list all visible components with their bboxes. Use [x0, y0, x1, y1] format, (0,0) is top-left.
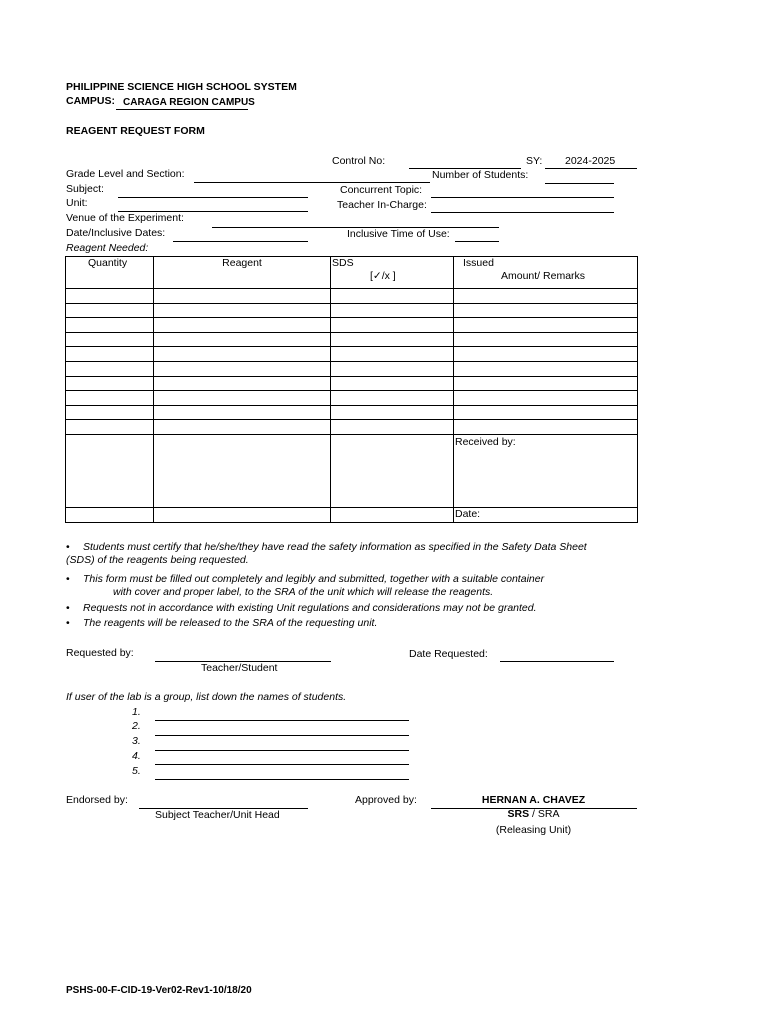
reagent-cell[interactable]: [154, 376, 331, 391]
note-line: with cover and proper label, to the SRA of the unit which will release the reagents.: [113, 585, 494, 598]
table-row-received: [66, 434, 638, 507]
table-row: [66, 405, 638, 420]
concurrent-topic-label: Concurrent Topic:: [340, 184, 423, 196]
quantity-cell[interactable]: [66, 347, 154, 362]
list-number-1: 1.: [132, 706, 141, 718]
sy-underline: [545, 168, 637, 169]
issued-cell[interactable]: [454, 361, 638, 376]
issued-cell[interactable]: [454, 347, 638, 362]
subject-teacher-label: Subject Teacher/Unit Head: [155, 809, 280, 821]
table-row: [66, 376, 638, 391]
list-number-3: 3.: [132, 735, 141, 747]
header-issued-label: Issued: [463, 257, 494, 269]
inclusive-time-label: Inclusive Time of Use:: [347, 228, 450, 240]
approver-name: HERNAN A. CHAVEZ: [481, 794, 586, 806]
endorsed-by-label: Endorsed by:: [66, 794, 128, 806]
quantity-cell[interactable]: [66, 376, 154, 391]
list-number-2: 2.: [132, 720, 141, 732]
reagent-cell[interactable]: [154, 361, 331, 376]
approved-by-label: Approved by:: [355, 794, 417, 806]
date-cell[interactable]: Date:: [454, 507, 638, 522]
sds-cell[interactable]: [331, 391, 454, 406]
sds-cell[interactable]: [331, 376, 454, 391]
table-row: [66, 391, 638, 406]
sds-cell[interactable]: [331, 405, 454, 420]
issued-cell[interactable]: [454, 376, 638, 391]
grade-level-field[interactable]: [194, 182, 430, 183]
quantity-cell[interactable]: [66, 318, 154, 333]
inclusive-time-field[interactable]: [455, 241, 499, 242]
reagent-cell[interactable]: [154, 289, 331, 304]
issued-cell[interactable]: [454, 289, 638, 304]
note-line: The reagents will be released to the SRA of the requesting unit.: [83, 617, 378, 629]
approver-role: [431, 808, 636, 820]
form-code: PSHS-00-F-CID-19-Ver02-Rev1-10/18/20: [66, 985, 252, 996]
issued-cell[interactable]: [454, 405, 638, 420]
student-name-field-4[interactable]: [155, 764, 409, 765]
note-line: This form must be filled out completely and legibly and submitted, together with a suitable container: [83, 573, 545, 585]
reagent-cell[interactable]: [154, 405, 331, 420]
group-note: If user of the lab is a group, list down the names of students.: [66, 691, 347, 703]
sds-cell[interactable]: [331, 507, 454, 522]
quantity-cell[interactable]: [66, 434, 154, 507]
num-students-label: Number of Students:: [432, 169, 529, 181]
campus-label: CAMPUS:: [66, 95, 115, 107]
sy-label: SY:: [526, 155, 543, 167]
reagent-cell[interactable]: [154, 507, 331, 522]
bullet-icon: •: [66, 617, 70, 629]
table-row: [66, 289, 638, 304]
sy-value: 2024-2025: [565, 155, 616, 167]
teacher-student-label: Teacher/Student: [201, 662, 278, 674]
date-inclusive-field[interactable]: [173, 241, 308, 242]
table-header-row: [66, 257, 638, 289]
approver-role-bold: SRS: [507, 808, 530, 820]
sds-cell[interactable]: [331, 361, 454, 376]
quantity-cell[interactable]: [66, 391, 154, 406]
date-requested-field[interactable]: [500, 661, 614, 662]
student-name-field-2[interactable]: [155, 735, 409, 736]
table-row: [66, 332, 638, 347]
issued-cell[interactable]: [454, 303, 638, 318]
quantity-cell[interactable]: [66, 507, 154, 522]
header-issued: [454, 257, 638, 289]
student-name-field-5[interactable]: [155, 779, 409, 780]
note-regulations: [66, 602, 537, 615]
requested-by-label: Requested by:: [66, 647, 134, 659]
header-sds-label: SDS: [332, 257, 354, 269]
bullet-icon: •: [66, 573, 70, 585]
header-reagent: Reagent: [154, 257, 331, 289]
subject-field[interactable]: [118, 197, 308, 198]
venue-label: Venue of the Experiment:: [66, 212, 184, 224]
table-row: [66, 303, 638, 318]
received-by-cell[interactable]: Received by:: [454, 434, 638, 507]
date-inclusive-label: Date/Inclusive Dates:: [66, 227, 166, 239]
header-sds: [331, 257, 454, 289]
quantity-cell[interactable]: [66, 405, 154, 420]
reagent-needed-label: Reagent Needed:: [66, 242, 149, 254]
sds-cell[interactable]: [331, 318, 454, 333]
table-row: [66, 420, 638, 435]
note-line: Students must certify that he/she/they have read the safety information as specified in the Safety Data Sheet: [83, 541, 587, 553]
note-sds: [66, 541, 587, 566]
reagent-cell[interactable]: [154, 303, 331, 318]
date-requested-label: Date Requested:: [409, 648, 488, 660]
concurrent-topic-field[interactable]: [431, 197, 614, 198]
note-line: Requests not in accordance with existing Unit regulations and considerations may not be granted.: [83, 602, 537, 614]
approver-role-rest: / SRA: [529, 808, 560, 820]
sds-cell[interactable]: [331, 332, 454, 347]
control-no-label: Control No:: [332, 155, 386, 167]
campus-value: CARAGA REGION CAMPUS: [123, 97, 255, 108]
sds-cell[interactable]: [331, 420, 454, 435]
quantity-cell[interactable]: [66, 332, 154, 347]
list-number-4: 4.: [132, 750, 141, 762]
header-quantity: Quantity: [66, 257, 154, 289]
releasing-unit-label: (Releasing Unit): [495, 824, 572, 836]
table-row: [66, 361, 638, 376]
reagent-cell[interactable]: [154, 391, 331, 406]
quantity-cell[interactable]: [66, 289, 154, 304]
quantity-cell[interactable]: [66, 420, 154, 435]
issued-cell[interactable]: [454, 391, 638, 406]
quantity-cell[interactable]: [66, 303, 154, 318]
student-name-field-3[interactable]: [155, 750, 409, 751]
quantity-cell[interactable]: [66, 361, 154, 376]
teacher-in-charge-field[interactable]: [431, 212, 614, 213]
issued-cell[interactable]: [454, 318, 638, 333]
student-name-field-1[interactable]: [155, 720, 409, 721]
note-form: [66, 573, 544, 598]
form-title: REAGENT REQUEST FORM: [66, 125, 205, 137]
issued-cell[interactable]: [454, 420, 638, 435]
sds-cell[interactable]: [331, 347, 454, 362]
reagent-cell[interactable]: [154, 347, 331, 362]
sds-cell[interactable]: [331, 303, 454, 318]
num-students-field[interactable]: [545, 183, 614, 184]
list-number-5: 5.: [132, 765, 141, 777]
grade-level-label: Grade Level and Section:: [66, 168, 185, 180]
reagent-cell[interactable]: [154, 332, 331, 347]
bullet-icon: •: [66, 602, 70, 614]
note-line: (SDS) of the reagents being requested.: [66, 553, 249, 566]
reagent-cell[interactable]: [154, 434, 331, 507]
sds-cell[interactable]: [331, 289, 454, 304]
unit-label: Unit:: [66, 197, 88, 209]
reagent-table: [65, 256, 638, 523]
header-amount-remarks: Amount/ Remarks: [501, 270, 586, 282]
issued-cell[interactable]: [454, 332, 638, 347]
reagent-cell[interactable]: [154, 318, 331, 333]
reagent-cell[interactable]: [154, 420, 331, 435]
header-sds-check: [✓/x ]: [370, 270, 396, 282]
table-row: [66, 318, 638, 333]
sds-cell[interactable]: [331, 434, 454, 507]
bullet-icon: •: [66, 541, 70, 553]
note-release: [66, 617, 377, 630]
campus-underline: [116, 109, 248, 110]
subject-label: Subject:: [66, 183, 104, 195]
school-name: PHILIPPINE SCIENCE HIGH SCHOOL SYSTEM: [66, 81, 297, 93]
teacher-in-charge-label: Teacher In-Charge:: [337, 199, 427, 211]
table-row: [66, 347, 638, 362]
table-row-date: [66, 507, 638, 522]
